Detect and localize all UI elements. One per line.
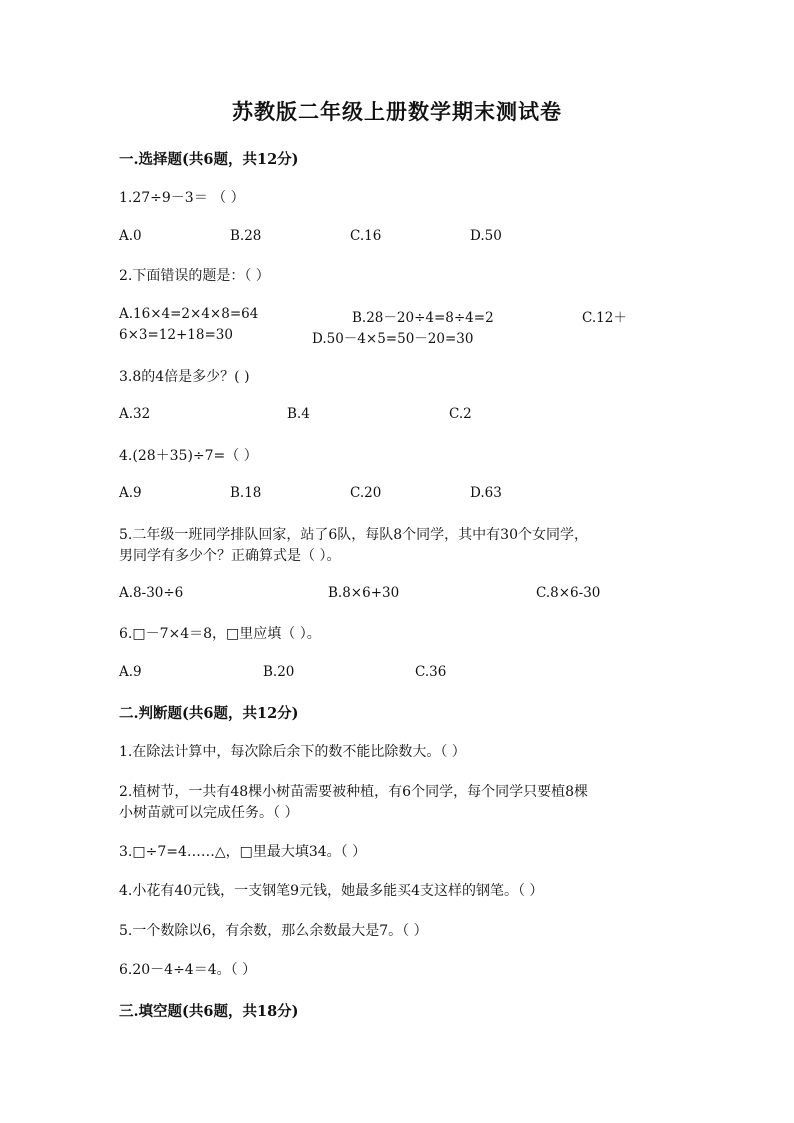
- question-text-continued: 男同学有多少个？正确算式是（ ）。: [119, 548, 341, 564]
- option-b: B.20: [263, 664, 295, 680]
- question-text: 4.小花有40元钱，一支钢笔9元钱，她最多能买4支这样的钢笔。（ ）: [119, 883, 544, 899]
- option-a: A.32: [119, 406, 151, 422]
- section-heading-judge: 二.判断题(共6题，共12分): [119, 705, 299, 722]
- option-c: C.20: [350, 485, 382, 501]
- document-title: 苏教版二年级上册数学期末测试卷: [232, 99, 562, 124]
- question-text-continued: 小树苗就可以完成任务。（ ）: [119, 805, 299, 821]
- option-d: D.50: [470, 228, 502, 244]
- option-d: D.50－4×5=50－20=30: [312, 331, 474, 347]
- option-c: C.36: [415, 664, 447, 680]
- section-heading-fill: 三.填空题(共6题，共18分): [119, 1003, 299, 1020]
- section-heading-choice: 一.选择题(共6题，共12分): [119, 151, 299, 168]
- question-text: 6.20－4÷4＝4。（ ）: [119, 962, 257, 978]
- question-text: 2.下面错误的题是：（ ）: [119, 268, 270, 284]
- question-text: 5.二年级一班同学排队回家，站了6队，每队8个同学，其中有30个女同学，: [119, 527, 588, 543]
- option-a: A.9: [119, 485, 142, 501]
- option-a: A.9: [119, 664, 142, 680]
- option-c-continued: 6×3=12+18=30: [119, 327, 233, 343]
- question-text: 6.□－7×4＝8，□里应填（ ）。: [119, 626, 321, 642]
- question-text: 2.植树节，一共有48棵小树苗需要被种植，有6个同学，每个同学只要植8棵: [119, 784, 588, 800]
- option-c: C.8×6-30: [536, 585, 601, 601]
- question-text: 4.(28＋35)÷7=（ ）: [119, 448, 258, 464]
- question-text: 3.□÷7=4……△，□里最大填34。（ ）: [119, 844, 367, 860]
- question-text: 1.27÷9－3＝ （ ）: [119, 190, 245, 206]
- option-b: B.28－20÷4=8÷4=2: [352, 310, 494, 326]
- option-a: A.0: [119, 228, 142, 244]
- option-b: B.4: [287, 406, 310, 422]
- option-d: D.63: [470, 485, 502, 501]
- question-text: 5.一个数除以6，有余数，那么余数最大是7。（ ）: [119, 923, 428, 939]
- option-c: C.16: [350, 228, 382, 244]
- option-c: C.12＋: [582, 310, 627, 326]
- option-a: A.16×4=2×4×8=64: [119, 306, 259, 322]
- option-a: A.8-30÷6: [119, 585, 184, 601]
- option-b: B.18: [230, 485, 262, 501]
- option-b: B.28: [230, 228, 262, 244]
- question-text: 1.在除法计算中，每次除后余下的数不能比除数大。（ ）: [119, 744, 466, 760]
- question-text: 3.8的4倍是多少？( ): [119, 369, 250, 385]
- option-b: B.8×6+30: [328, 585, 400, 601]
- option-c: C.2: [449, 406, 472, 422]
